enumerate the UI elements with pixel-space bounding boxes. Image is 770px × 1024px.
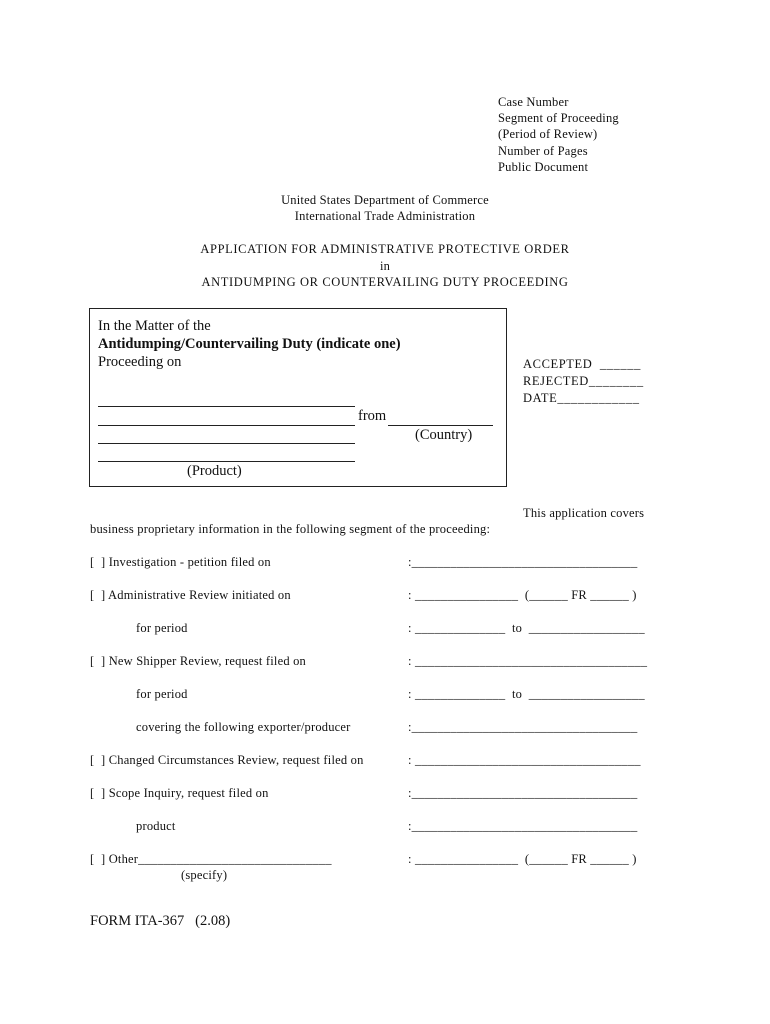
country-label: (Country)	[415, 427, 473, 443]
rejected-field[interactable]: REJECTED________	[523, 374, 644, 388]
new-shipper-checkbox-label[interactable]: [ ] New Shipper Review, request filed on	[90, 654, 307, 668]
scope-product-field[interactable]: :___________________________________	[408, 819, 638, 833]
product-label: (Product)	[187, 463, 242, 479]
admin-review-checkbox-label[interactable]: [ ] Administrative Review initiated on	[90, 588, 291, 602]
department-name: United States Department of Commerce	[281, 193, 489, 207]
other-checkbox-label[interactable]: [ ] Other______________________________	[90, 852, 332, 866]
product-blank-1[interactable]	[98, 406, 355, 407]
new-shipper-period-field[interactable]: : ______________ to __________________	[408, 687, 645, 701]
exporter-producer-label: covering the following exporter/producer	[136, 720, 351, 734]
form-title-line2: in	[379, 259, 391, 273]
segment-label: Segment of Proceeding	[498, 111, 619, 125]
matter-line2: Antidumping/Countervailing Duty (indicate one)	[98, 336, 401, 352]
specify-label: (specify)	[181, 868, 228, 882]
accepted-field[interactable]: ACCEPTED ______	[523, 357, 641, 371]
form-title-line3: ANTIDUMPING OR COUNTERVAILING DUTY PROCEEDING	[201, 275, 569, 289]
investigation-checkbox-label[interactable]: [ ] Investigation - petition filed on	[90, 555, 271, 569]
administration-name: International Trade Administration	[294, 209, 476, 223]
case-number-label: Case Number	[498, 95, 569, 109]
admin-review-period-label: for period	[136, 621, 188, 635]
new-shipper-period-label: for period	[136, 687, 188, 701]
matter-line3: Proceeding on	[98, 354, 182, 370]
investigation-date-field[interactable]: :___________________________________	[408, 555, 638, 569]
changed-circumstances-date-field[interactable]: : ___________________________________	[408, 753, 641, 767]
period-label: (Period of Review)	[498, 127, 598, 141]
coverage-line1: This application covers	[523, 506, 645, 520]
from-label: from	[358, 408, 387, 424]
product-blank-2[interactable]	[98, 425, 355, 426]
product-blank-4[interactable]	[98, 461, 355, 462]
product-blank-3[interactable]	[98, 443, 355, 444]
form-id: FORM ITA-367 (2.08)	[90, 913, 231, 929]
scope-product-label: product	[136, 819, 176, 833]
other-date-field[interactable]: : ________________ (______ FR ______ )	[408, 852, 637, 866]
changed-circumstances-checkbox-label[interactable]: [ ] Changed Circumstances Review, request filed on	[90, 753, 364, 767]
exporter-producer-field[interactable]: :___________________________________	[408, 720, 638, 734]
pages-label: Number of Pages	[498, 144, 588, 158]
date-field[interactable]: DATE____________	[523, 391, 640, 405]
scope-inquiry-checkbox-label[interactable]: [ ] Scope Inquiry, request filed on	[90, 786, 269, 800]
coverage-line2: business proprietary information in the following segment of the proceeding:	[90, 522, 491, 536]
admin-review-period-field[interactable]: : ______________ to __________________	[408, 621, 645, 635]
form-title-line1: APPLICATION FOR ADMINISTRATIVE PROTECTIVE ORDER	[200, 242, 570, 256]
country-blank[interactable]	[388, 425, 493, 426]
new-shipper-date-field[interactable]: : ____________________________________	[408, 654, 648, 668]
matter-line1: In the Matter of the	[98, 318, 211, 334]
admin-review-date-field[interactable]: : ________________ (______ FR ______ )	[408, 588, 637, 602]
scope-inquiry-date-field[interactable]: :___________________________________	[408, 786, 638, 800]
public-document-label: Public Document	[498, 160, 589, 174]
